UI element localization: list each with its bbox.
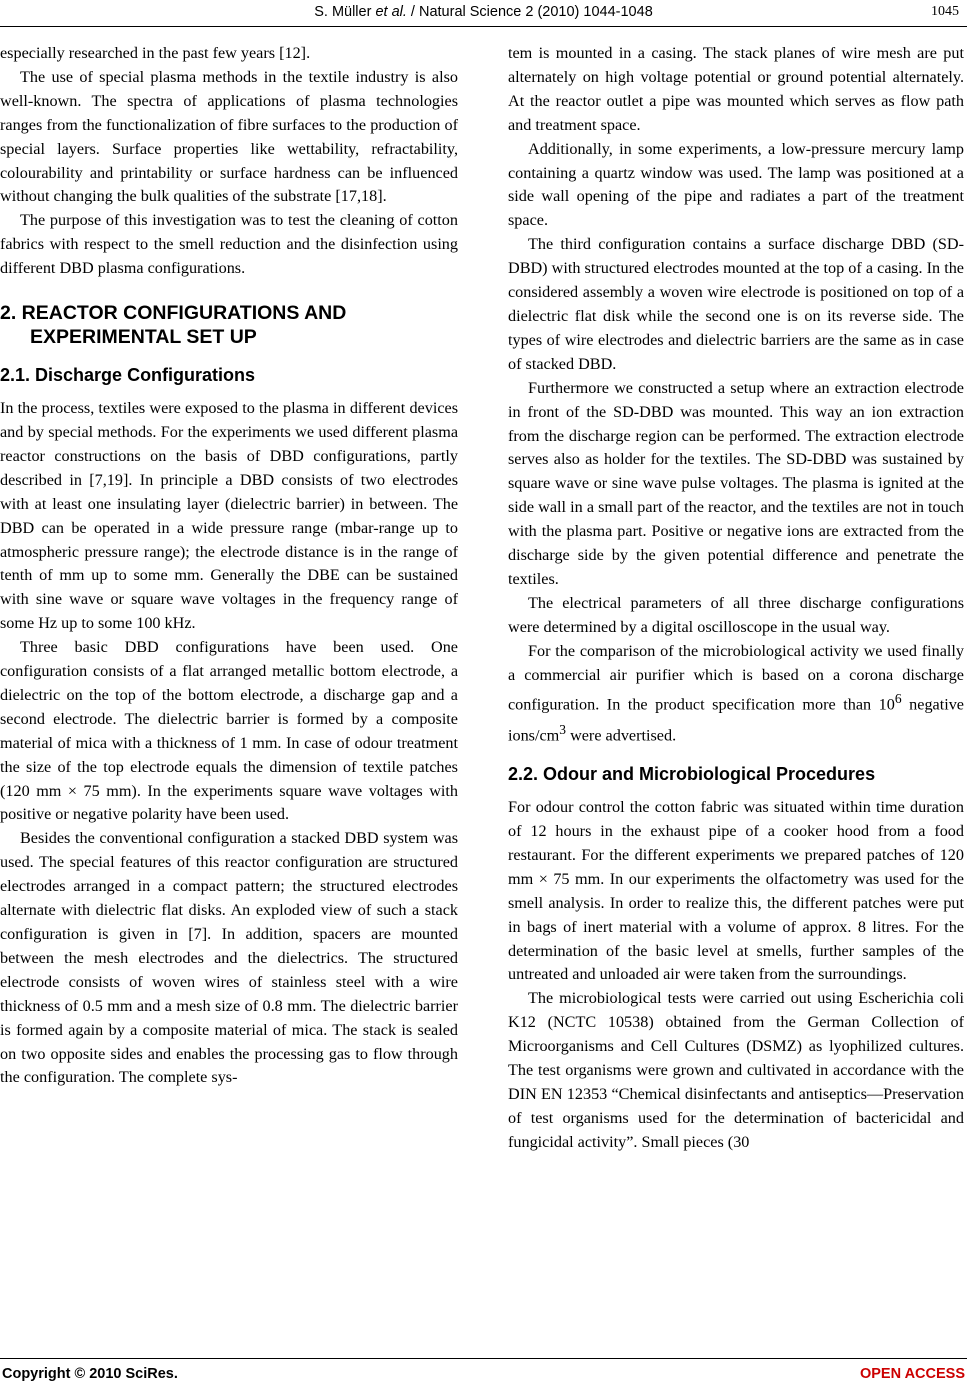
open-access-label: OPEN ACCESS [859, 1366, 965, 1382]
footer-rule [0, 1358, 967, 1359]
section-heading: 2. REACTOR CONFIGURATIONS AND EXPERIMENTAL SET UP [0, 302, 347, 349]
paragraph: The use of special plasma methods in the textile industry is also well-known. The spectra of applications of plasma technologies ranges from the functionalization of fibre surfaces to the production of special layers. Surface properties like wettability, refractability, colourability and printability or surface hardness can be influenced without changing the bulk qualities of the substrate [17,18]. [0, 67, 458, 206]
paragraph [508, 640, 964, 748]
running-title-journal: / Natural Science 2 (2010) 1044-1048 [406, 4, 653, 20]
running-title [0, 4, 967, 20]
superscript: 6 [894, 691, 902, 707]
paragraph-text: were advertised. [566, 726, 677, 745]
paragraph: especially researched in the past few years [12]. [0, 44, 311, 62]
paragraph: The electrical parameters of all three discharge configurations were determined by a digital oscilloscope in the usual way. [508, 593, 964, 636]
paragraph: The third configuration contains a surface discharge DBD (SD-DBD) with structured electrodes mounted at the top of a casing. In the considered assembly a woven wire electrode is positioned on top of a dielectric flat disk while the second one is on its reverse side. The types of wire electrodes and dielectric barriers are the same as in case of stacked DBD. [508, 235, 964, 373]
paragraph: tem is mounted in a casing. The stack planes of wire mesh are put alternately on high voltage potential or ground potential alternately. At the reactor outlet a pipe was mounted which serves as flow path and treatment space. [508, 44, 964, 134]
paragraph: For odour control the cotton fabric was situated within time duration of 12 hours in the exhaust pipe of a cooker hood from a food restaurant. For the different experiments we prepared patches of 120 mm × 75 mm. In our experiments the olfactometry was used for the smell analysis. In order to realize this, the different patches were put in bags of inert material with a volume of approx. 8 litres. For the determination of the basic level at smells, further samples of the untreated and unloaded air were taken from the surroundings. [508, 798, 964, 984]
paragraph: Besides the conventional configuration a stacked DBD system was used. The special features of this reactor configuration are structured electrodes arranged in a compact pattern; the structured electrodes alternate with dielectric flat disks. An exploded view of such a stack configuration is given in [7]. In addition, spacers are mounted between the mesh electrodes and the dielectrics. The structured electrode consists of woven wires of stainless steel with a wire thickness of 0.5 mm and a mesh size of 0.8 mm. The dielectric barrier is formed again by a composite material of mica. The stack is sealed on two opposite sides and enables the processing gas to flow through the configuration. The complete sys- [0, 829, 458, 1087]
subsection-heading: 2.2. Odour and Microbiological Procedures [508, 764, 876, 785]
paragraph-text: For the comparison of the microbiological activity we used finally a commercial air purifier which is based on a corona discharge configuration. In the product specification more than 10 [508, 641, 964, 714]
copyright-notice: Copyright © 2010 SciRes. [2, 1366, 178, 1382]
page-header [0, 0, 967, 28]
running-title-et-al: et al. [375, 4, 407, 20]
page-number: 1045 [931, 4, 959, 19]
left-column [0, 42, 458, 1090]
header-rule [0, 26, 967, 27]
subsection-heading: 2.1. Discharge Configurations [0, 365, 256, 386]
paragraph: Furthermore we constructed a setup where an extraction electrode in front of the SD-DBD was mounted. This way an ion extraction from the discharge region can be performed. The extraction electrode serves also as holder for the textiles. The SD-DBD was sustained by square wave or sine wave pulse voltages. The plasma is ignited at the side wall in a small part of the reactor, and the textiles are not in touch with the plasma part. Positive or negative ions are extracted from the discharge side by the given potential difference and penetrate the textiles. [508, 378, 964, 588]
paragraph: Additionally, in some experiments, a low-pressure mercury lamp containing a quartz window was used. The lamp was positioned at a side wall opening of the pipe and radiates a part of the treatment space. [508, 139, 964, 230]
paragraph: The microbiological tests were carried out using Escherichia coli K12 (NCTC 10538) obtained from the German Collection of Microorganisms and Cell Cultures (DSMZ) as lyophilized cultures. The test organisms were grown and cultivated in accordance with the DIN EN 12353 “Chemical disinfectants and antiseptics—Preservation of test organisms used for the determination of bactericidal and fungicidal activity”. Small pieces (30 [508, 989, 964, 1151]
paragraph: The purpose of this investigation was to test the cleaning of cotton fabrics with respect to the smell reduction and the disinfection using different DBD plasma configurations. [0, 211, 458, 278]
paragraph: Three basic DBD configurations have been used. One configuration consists of a flat arranged metallic bottom electrode, a dielectric on the top of the bottom electrode, a discharge gap and a second electrode. The dielectric barrier is formed by a composite material of mica with a thickness of 1 mm. In case of odour treatment the size of the top electrode equals the dimension of textile patches (120 mm × 75 mm). In the experiments square wave voltages with positive or negative polarity have been used. [0, 638, 458, 824]
right-column [508, 42, 964, 1155]
running-title-authors: S. Müller [314, 4, 376, 20]
paragraph-text: negative ions/cm [508, 695, 964, 745]
paragraph: In the process, textiles were exposed to the plasma in different devices and by special methods. For the experiments we used different plasma reactor constructions on the basis of DBD configurations, partly described in [7,19]. In principle a DBD consists of two electrodes with at least one insulating layer (dielectric barrier) in between. The DBD can be operated in a wide pressure range (mbar-range up to atmospheric pressure range); the electrode distance is in the range of tenth of mm up to some mm. Generally the DBE can be sustained with sine wave or square wave voltages in the frequency range of some Hz up to some 100 kHz. [0, 399, 458, 633]
superscript: 3 [559, 721, 567, 737]
